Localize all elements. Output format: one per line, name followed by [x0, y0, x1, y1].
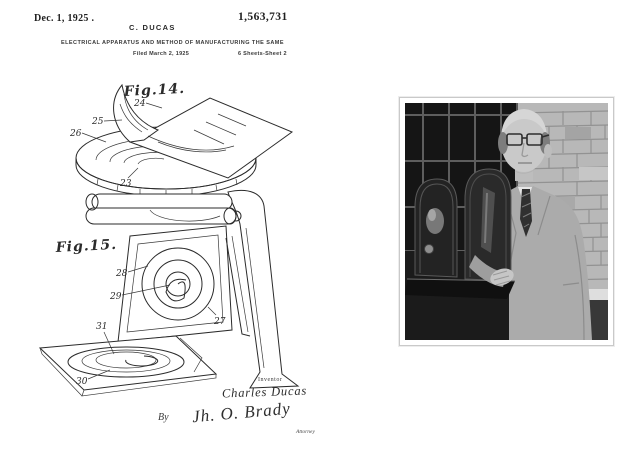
inventor-caption: Inventor	[258, 377, 283, 383]
patent-applicant: C. DUCAS	[129, 23, 176, 32]
fig15-lower-platen	[40, 336, 216, 396]
fig14-ref-25: 25	[92, 117, 104, 127]
fig14-ref-24: 24	[134, 99, 146, 109]
inventor-photograph	[399, 97, 614, 346]
device-arch-left	[415, 179, 457, 277]
fig15-top-roller	[86, 194, 236, 224]
fig15-ref-29: 29	[110, 292, 122, 302]
fig15-ref-31: 31	[96, 322, 108, 332]
patent-date: Dec. 1, 1925 .	[34, 13, 95, 24]
fig15-upper-platen	[115, 226, 250, 354]
fig15-ref-27: 27	[214, 317, 226, 327]
fig14-ref-26: 26	[70, 129, 82, 139]
figure-15-label: Fig.15.	[55, 236, 118, 256]
patent-number: 1,563,731	[238, 11, 288, 23]
by-label: By	[158, 412, 169, 423]
fig14-ref-23: 23	[120, 179, 132, 189]
inventor-signature: Charles Ducas	[221, 383, 308, 401]
fig15-ref-30: 30	[76, 377, 88, 387]
attorney-caption: Attorney	[296, 429, 315, 435]
patent-filed-line: Filed March 2, 1925	[133, 51, 190, 57]
figure-14-label: Fig.14.	[123, 80, 186, 100]
attorney-signature: Jh. O. Brady	[191, 398, 292, 427]
figure-15-drawing	[30, 186, 318, 398]
patent-title: ELECTRICAL APPARATUS AND METHOD OF MANUFACTURING THE SAME	[61, 40, 284, 46]
patent-sheet-line: 6 Sheets-Sheet 2	[238, 51, 287, 57]
fig15-ref-28: 28	[116, 269, 128, 279]
photo-image	[405, 103, 608, 340]
